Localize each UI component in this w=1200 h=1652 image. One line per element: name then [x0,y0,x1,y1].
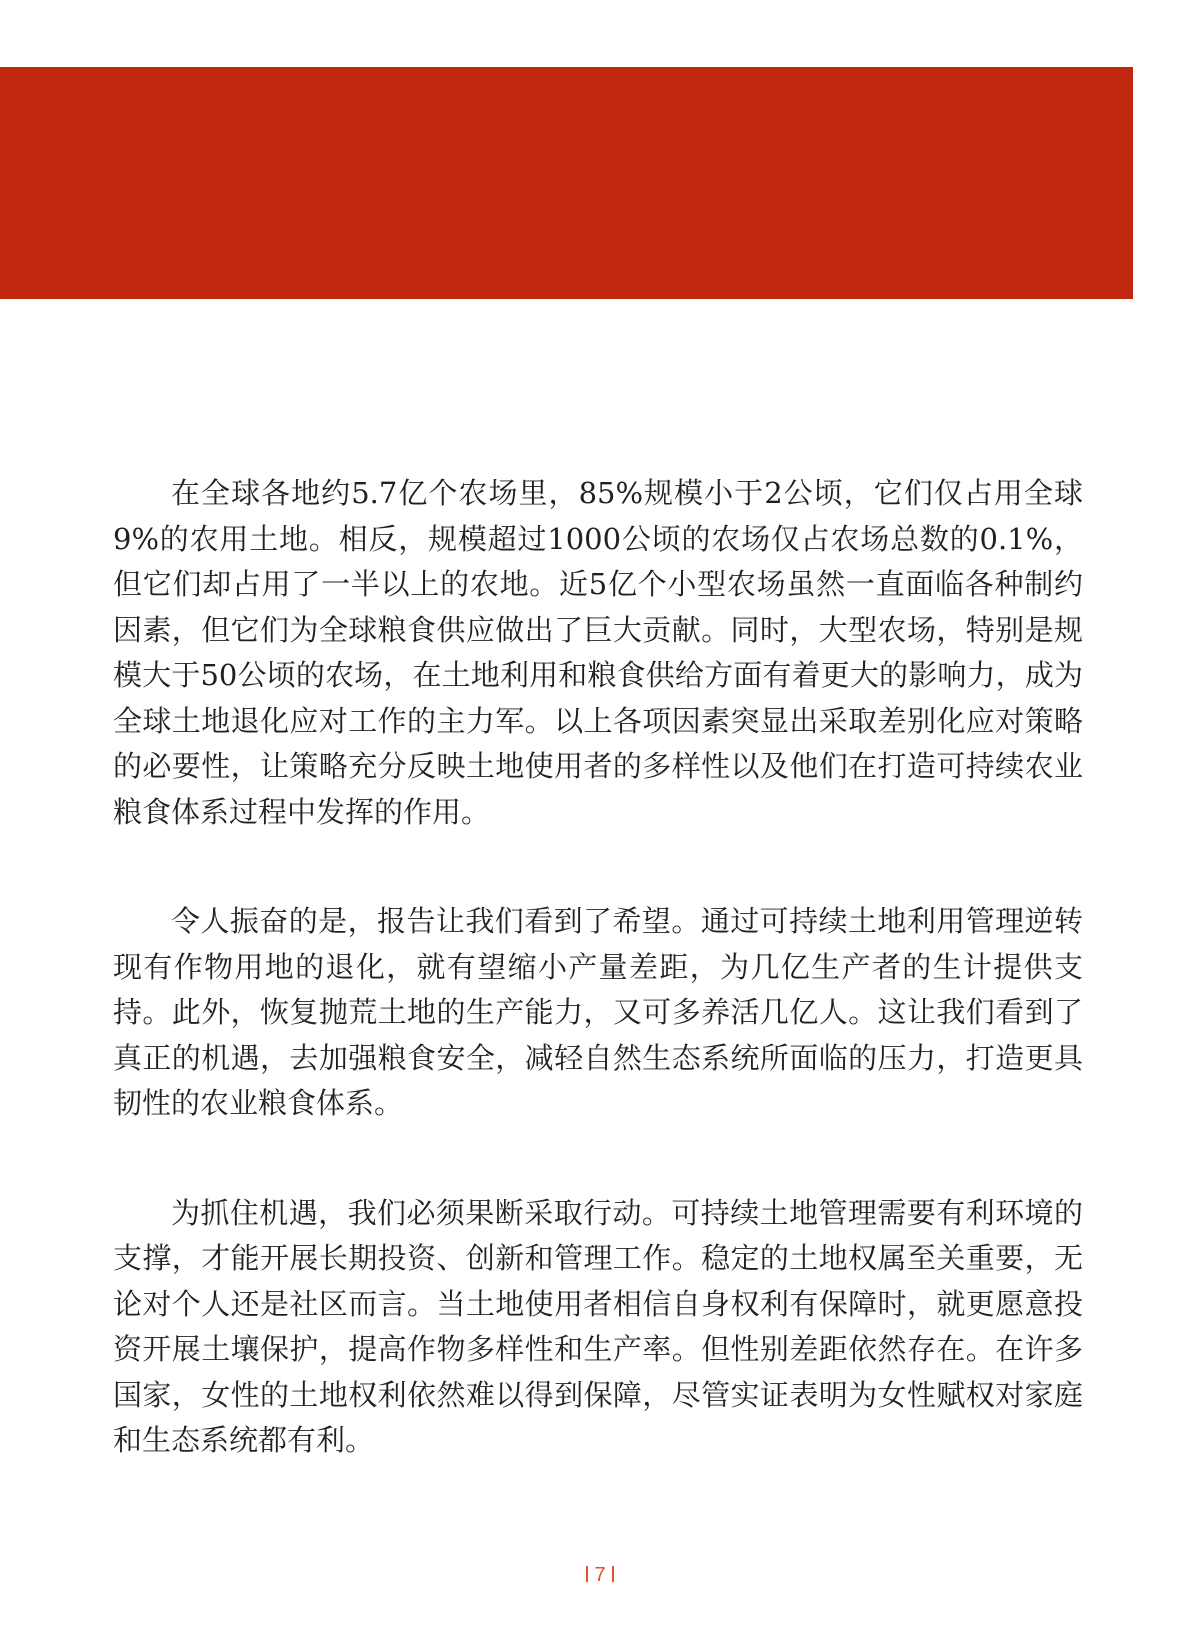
paragraph-2: 令人振奋的是，报告让我们看到了希望。通过可持续土地利用管理逆转现有作物用地的退化，就有望缩小产量差距，为几亿生产者的生计提供支持。此外，恢复抛荒土地的生产能力，又可多养活几亿人。这让我们看到了真正的机遇，去加强粮食安全，减轻自然生态系统所面临的压力，打造更具韧性的农业粮食体系。 [113,904,1083,1120]
page-number-right-bar [612,1566,614,1582]
page-number [0,1561,1200,1589]
paragraph-1: 在全球各地约5.7亿个农场里，85%规模小于2公顷，它们仅占用全球9%的农用土地。相反，规模超过1000公顷的农场仅占农场总数的0.1%，但它们却占用了一半以上的农地。近5亿个小型农场虽然一直面临各种制约因素，但它们为全球粮食供应做出了巨大贡献。同时，大型农场，特别是规模大于50公顷的农场，在土地利用和粮食供给方面有着更大的影响力，成为全球土地退化应对工作的主力军。以上各项因素突显出采取差别化应对策略的必要性，让策略充分反映土地使用者的多样性以及他们在打造可持续农业粮食体系过程中发挥的作用。 [113,476,1083,829]
header-color-band [0,67,1133,299]
paragraph-3: 为抓住机遇，我们必须果断采取行动。可持续土地管理需要有利环境的支撑，才能开展长期投资、创新和管理工作。稳定的土地权属至关重要，无论对个人还是社区而言。当土地使用者相信自身权利有保障时，就更愿意投资开展土壤保护，提高作物多样性和生产率。但性别差距依然存在。在许多国家，女性的土地权利依然难以得到保障，尽管实证表明为女性赋权对家庭和生态系统都有利。 [113,1195,1083,1457]
body-text [113,471,1083,1464]
page-number-left-bar [586,1566,588,1582]
page-number-text: 7 [594,1564,606,1586]
